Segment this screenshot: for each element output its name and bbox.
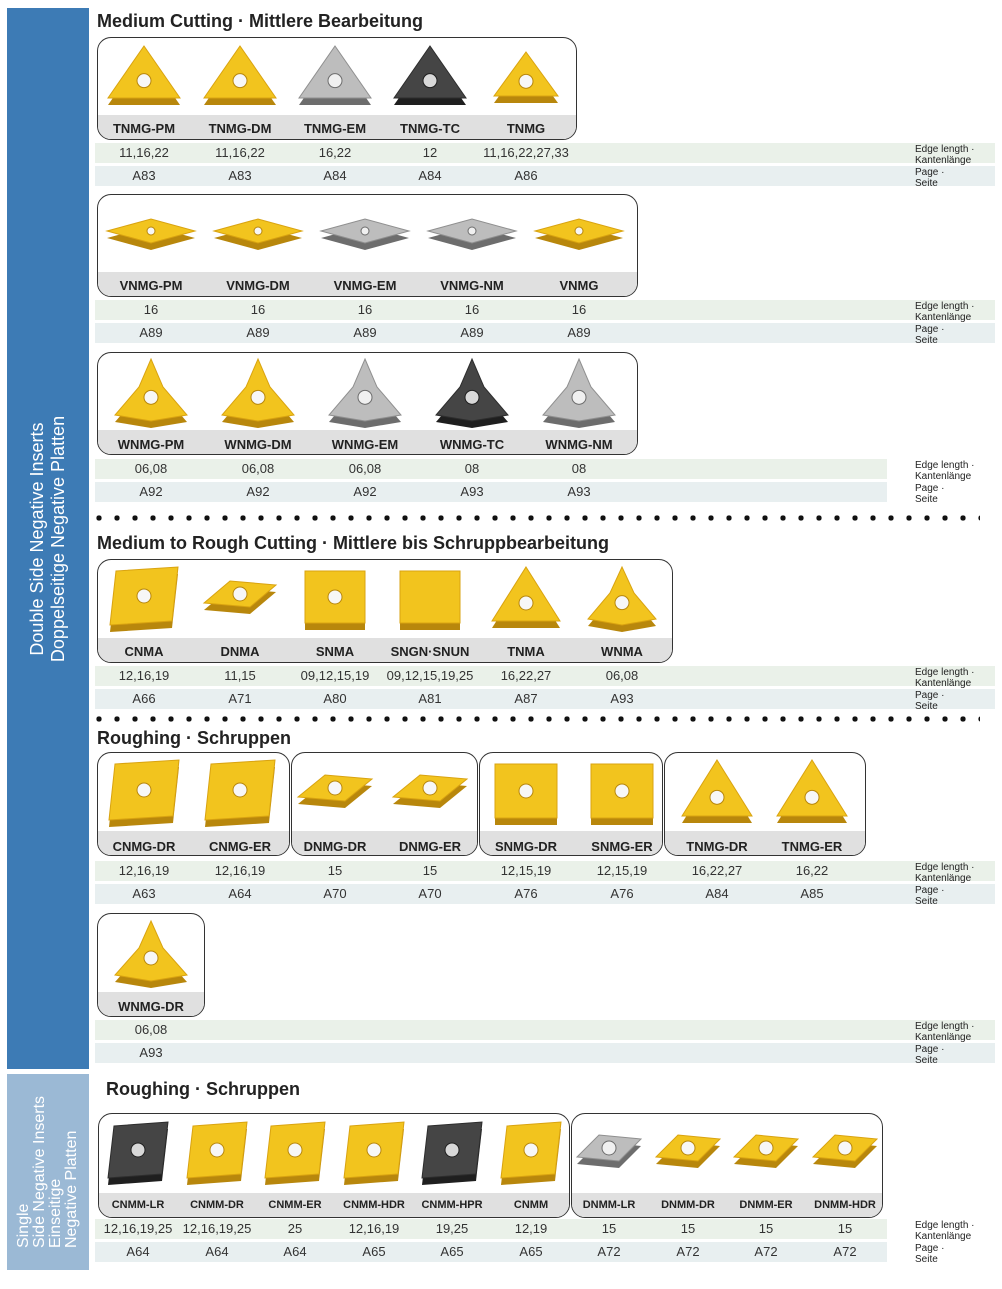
tnmg-dm-insert-image	[198, 42, 282, 112]
insert-name: CNMM-ER	[268, 1199, 322, 1211]
edge-length-value: 06,08	[134, 1022, 168, 1037]
edge-length-value: 16	[464, 302, 480, 317]
page-reference: A64	[126, 1244, 150, 1259]
tnma-insert-image	[486, 563, 566, 635]
insert-name: CNMM-DR	[190, 1199, 244, 1211]
insert-hole	[615, 784, 629, 798]
edge-length-value: 15	[327, 863, 343, 878]
edge-length-legend: Edge length · Kantenlänge	[915, 301, 975, 323]
wnma-insert-image	[582, 563, 662, 635]
insert-hole	[602, 1141, 616, 1155]
page-reference: A65	[440, 1244, 464, 1259]
insert-item-tnmg-dr	[667, 756, 767, 857]
edge-length-value: 12,15,19	[596, 863, 648, 878]
insert-name: DNMA	[220, 644, 260, 659]
edge-length-row	[95, 1020, 995, 1040]
insert-name: VNMG-DM	[226, 278, 290, 293]
insert-item-sngn-snun	[380, 563, 480, 662]
insert-name: TNMG-DM	[208, 121, 272, 136]
insert-hole	[524, 1143, 538, 1157]
insert-name: DNMM-LR	[582, 1199, 636, 1211]
edge-length-value: 12,16,19,25	[103, 1221, 173, 1236]
insert-hole	[445, 1143, 459, 1157]
insert-name: TNMG-EM	[303, 121, 367, 136]
dnma-insert-image	[200, 563, 280, 635]
insert-item-cnmg-er	[190, 756, 290, 857]
insert-hole	[575, 227, 583, 235]
insert-name: WNMG-TC	[439, 437, 505, 452]
cnmm-lr-insert-image	[102, 1118, 174, 1188]
insert-name: DNMG-DR	[303, 839, 367, 854]
insert-name: TNMG-PM	[112, 121, 176, 136]
insert-hole	[681, 1141, 695, 1155]
page-reference: A80	[323, 691, 347, 706]
page-reference: A65	[519, 1244, 543, 1259]
edge-length-value: 12	[422, 145, 438, 160]
edge-length-value: 16,22	[318, 145, 352, 160]
insert-item-vnmg-em	[315, 198, 415, 296]
wnmg-dr-insert-image	[109, 917, 193, 991]
edge-length-legend: Edge length · Kantenlänge	[915, 667, 975, 689]
insert-hole	[465, 390, 479, 404]
edge-length-value: 09,12,15,19,25	[386, 668, 474, 683]
edge-length-value: 12,16,19	[118, 863, 170, 878]
edge-length-row	[95, 861, 995, 881]
page-legend: Page · Seite	[915, 324, 945, 346]
page-reference: A76	[610, 886, 634, 901]
insert-hole	[759, 1141, 773, 1155]
insert-item-snma	[285, 563, 385, 662]
insert-hole	[328, 74, 342, 88]
vnmg-nm-insert-image	[424, 198, 520, 268]
insert-hole	[328, 781, 342, 795]
insert-hole	[288, 1143, 302, 1157]
sidebar-single-side-label: Single Side Negative Inserts Einseitige Negative Platten	[15, 1095, 81, 1249]
insert-name: CNMM-HDR	[343, 1199, 405, 1211]
page-reference: A70	[323, 886, 347, 901]
insert-top	[492, 567, 560, 621]
section-title-medium-rough: Medium to Rough Cutting · Mittlere bis Schruppbearbeitung	[97, 533, 609, 553]
edge-length-value: 08	[464, 461, 480, 476]
insert-hole	[233, 587, 247, 601]
page-reference: A64	[228, 886, 252, 901]
insert-name: VNMG-PM	[119, 278, 183, 293]
insert-name: CNMM	[513, 1199, 549, 1211]
page-reference: A72	[676, 1244, 700, 1259]
insert-item-tnmg	[476, 42, 576, 139]
cnmm-er-insert-image	[259, 1118, 331, 1188]
insert-name: TNMG-ER	[781, 839, 843, 854]
edge-length-legend: Edge length · Kantenlänge	[915, 144, 975, 166]
page-row	[95, 1043, 995, 1063]
edge-length-value: 15	[837, 1221, 853, 1236]
page-legend: Page · Seite	[915, 885, 945, 907]
dnmg-dr-insert-image	[294, 756, 376, 830]
insert-item-vnmg	[529, 198, 629, 296]
insert-hole	[572, 390, 586, 404]
tnmg-insert-image	[484, 42, 568, 112]
edge-length-value: 16	[357, 302, 373, 317]
edge-length-value: 25	[287, 1221, 303, 1236]
insert-item-wnmg-dm	[208, 355, 308, 455]
insert-hole	[358, 390, 372, 404]
page-reference: A86	[514, 168, 538, 183]
page-reference: A92	[353, 484, 377, 499]
insert-name: DNMG-ER	[398, 839, 462, 854]
insert-item-vnmg-dm	[208, 198, 308, 296]
edge-length-value: 12,15,19	[500, 863, 552, 878]
edge-length-value: 15	[680, 1221, 696, 1236]
insert-name: TNMA	[507, 644, 545, 659]
insert-name: TNMG-TC	[400, 121, 460, 136]
edge-length-legend: Edge length · Kantenlänge	[915, 460, 975, 482]
insert-name: WNMG-PM	[117, 437, 185, 452]
page-reference: A71	[228, 691, 252, 706]
page-reference: A93	[460, 484, 484, 499]
page-reference: A92	[246, 484, 270, 499]
page-reference: A84	[418, 168, 442, 183]
insert-name: CNMG-ER	[208, 839, 272, 854]
insert-top	[400, 571, 460, 623]
edge-length-value: 06,08	[134, 461, 168, 476]
wnmg-nm-insert-image	[537, 355, 621, 431]
page-reference: A89	[460, 325, 484, 340]
cnmg-er-insert-image	[199, 756, 281, 830]
page-reference: A64	[205, 1244, 229, 1259]
cnmm-hdr-insert-image	[338, 1118, 410, 1188]
edge-length-value: 12,16,19,25	[182, 1221, 252, 1236]
insert-name: CNMM-LR	[111, 1199, 165, 1211]
insert-name: VNMG-NM	[440, 278, 504, 293]
edge-length-value: 06,08	[605, 668, 639, 683]
page-reference: A93	[567, 484, 591, 499]
page-row	[95, 689, 995, 709]
page-row	[95, 1242, 887, 1262]
insert-top	[204, 46, 276, 98]
insert-name: TNMG-DR	[686, 839, 748, 854]
insert-name: WNMG-DR	[118, 999, 184, 1014]
vnmg-pm-insert-image	[103, 198, 199, 268]
tnmg-er-insert-image	[771, 756, 853, 830]
insert-name: SNGN·SNUN	[390, 644, 470, 659]
page-reference: A87	[514, 691, 538, 706]
edge-length-value: 16,22	[795, 863, 829, 878]
insert-hole	[254, 227, 262, 235]
edge-length-value: 15	[422, 863, 438, 878]
edge-length-value: 12,16,19	[348, 1221, 400, 1236]
insert-hole	[468, 227, 476, 235]
insert-hole	[519, 74, 533, 88]
edge-length-value: 15	[758, 1221, 774, 1236]
cnmg-dr-insert-image	[103, 756, 185, 830]
insert-hole	[210, 1143, 224, 1157]
insert-hole	[137, 589, 151, 603]
edge-length-value: 16,22,27	[691, 863, 743, 878]
section-title-roughing-single: Roughing · Schruppen	[106, 1079, 300, 1099]
edge-length-legend: Edge length · Kantenlänge	[915, 1220, 975, 1242]
insert-item-cnma	[94, 563, 194, 662]
insert-hole	[519, 784, 533, 798]
page-legend: Page · Seite	[915, 167, 945, 189]
page-reference: A89	[246, 325, 270, 340]
cnmm-dr-insert-image	[181, 1118, 253, 1188]
edge-length-value: 16	[143, 302, 159, 317]
page-reference: A93	[139, 1045, 163, 1060]
edge-length-legend: Edge length · Kantenlänge	[915, 1021, 975, 1043]
page-reference: A84	[705, 886, 729, 901]
insert-item-tnmg-em	[285, 42, 385, 139]
page-reference: A76	[514, 886, 538, 901]
insert-top	[299, 46, 371, 98]
insert-item-wnmg-dr	[101, 917, 201, 1017]
edge-length-value: 16	[571, 302, 587, 317]
edge-length-value: 15	[601, 1221, 617, 1236]
edge-length-value: 12,19	[514, 1221, 548, 1236]
wnmg-tc-insert-image	[430, 355, 514, 431]
page-row	[95, 323, 995, 343]
insert-item-cnmg-dr	[94, 756, 194, 857]
insert-item-dnmg-er	[380, 756, 480, 857]
insert-name: WNMG-NM	[545, 437, 613, 452]
insert-hole	[233, 783, 247, 797]
tnmg-dr-insert-image	[676, 756, 758, 830]
page-reference: A85	[800, 886, 824, 901]
page-row	[95, 166, 995, 186]
section-divider	[90, 515, 980, 521]
insert-hole	[805, 790, 819, 804]
insert-name: SNMA	[315, 644, 355, 659]
snmg-er-insert-image	[581, 756, 663, 830]
insert-item-dnmg-dr	[285, 756, 385, 857]
insert-name: WNMG-DM	[224, 437, 292, 452]
page-reference: A92	[139, 484, 163, 499]
page-reference: A81	[418, 691, 442, 706]
insert-hole	[838, 1141, 852, 1155]
page-reference: A66	[132, 691, 156, 706]
edge-length-row	[95, 143, 995, 163]
page-reference: A89	[139, 325, 163, 340]
tnmg-tc-insert-image	[388, 42, 472, 112]
tnmg-pm-insert-image	[102, 42, 186, 112]
page-reference: A70	[418, 886, 442, 901]
insert-item-wnmg-tc	[422, 355, 522, 455]
insert-top	[108, 46, 180, 98]
insert-item-tnmg-pm	[94, 42, 194, 139]
vnmg-em-insert-image	[317, 198, 413, 268]
page-reference: A65	[362, 1244, 386, 1259]
edge-length-value: 11,16,22	[119, 145, 169, 160]
edge-length-value: 16	[250, 302, 266, 317]
insert-item-tnmg-er	[762, 756, 862, 857]
insert-hole	[147, 227, 155, 235]
page-reference: A72	[754, 1244, 778, 1259]
insert-hole	[233, 74, 247, 88]
insert-item-snmg-er	[572, 756, 672, 857]
sngn-snun-insert-image	[390, 563, 470, 635]
section-divider	[90, 716, 980, 722]
snmg-dr-insert-image	[485, 756, 567, 830]
insert-item-wnmg-pm	[101, 355, 201, 455]
insert-item-wnma	[572, 563, 672, 662]
insert-item-snmg-dr	[476, 756, 576, 857]
edge-length-value: 12,16,19	[118, 668, 170, 683]
insert-hole	[423, 781, 437, 795]
edge-length-value: 06,08	[348, 461, 382, 476]
page-reference: A63	[132, 886, 156, 901]
wnmg-em-insert-image	[323, 355, 407, 431]
insert-top	[682, 760, 752, 816]
page-reference: A64	[283, 1244, 307, 1259]
edge-length-row	[95, 300, 995, 320]
edge-length-value: 08	[571, 461, 587, 476]
edge-length-value: 11,15	[224, 668, 256, 683]
dnmm-hdr-insert-image	[809, 1118, 881, 1188]
dnmm-er-insert-image	[730, 1118, 802, 1188]
insert-hole	[251, 390, 265, 404]
insert-hole	[423, 74, 437, 88]
section-title-roughing: Roughing · Schruppen	[97, 728, 291, 748]
dnmm-dr-insert-image	[652, 1118, 724, 1188]
dnmm-lr-insert-image	[573, 1118, 645, 1188]
page-reference: A84	[323, 168, 347, 183]
insert-name: DNMM-DR	[661, 1199, 715, 1211]
insert-name: CNMA	[124, 644, 164, 659]
insert-hole	[615, 596, 629, 610]
insert-hole	[137, 783, 151, 797]
insert-item-vnmg-nm	[422, 198, 522, 296]
page-reference: A83	[228, 168, 252, 183]
insert-item-vnmg-pm	[101, 198, 201, 296]
insert-item-dnmm-hdr	[795, 1118, 895, 1217]
insert-hole	[131, 1143, 145, 1157]
edge-length-row	[95, 666, 995, 686]
cnmm-hpr-insert-image	[416, 1118, 488, 1188]
page-row	[95, 884, 995, 904]
wnmg-dm-insert-image	[216, 355, 300, 431]
snma-insert-image	[295, 563, 375, 635]
insert-name: TNMG	[506, 121, 546, 136]
insert-hole	[328, 590, 342, 604]
edge-length-value: 16,22,27	[500, 668, 552, 683]
insert-top	[777, 760, 847, 816]
vnmg-insert-image	[531, 198, 627, 268]
insert-name: WNMA	[601, 644, 643, 659]
insert-item-tnmg-dm	[190, 42, 290, 139]
edge-length-value: 06,08	[241, 461, 275, 476]
edge-length-value: 19,25	[435, 1221, 469, 1236]
page-row	[95, 482, 887, 502]
page-reference: A83	[132, 168, 156, 183]
insert-hole	[137, 74, 151, 88]
insert-name: SNMG-ER	[591, 839, 653, 854]
cnmm-insert-image	[495, 1118, 567, 1188]
insert-hole	[367, 1143, 381, 1157]
insert-name: VNMG-EM	[333, 278, 397, 293]
tnmg-em-insert-image	[293, 42, 377, 112]
sidebar-double-side-label: Double Side Negative Inserts Doppelseitige Negative Platten	[27, 415, 68, 662]
insert-hole	[361, 227, 369, 235]
insert-item-wnmg-nm	[529, 355, 629, 455]
edge-length-value: 12,16,19	[214, 863, 266, 878]
page-reference: A72	[833, 1244, 857, 1259]
insert-hole	[144, 951, 158, 965]
page-reference: A72	[597, 1244, 621, 1259]
sidebar-double-side	[7, 8, 89, 1069]
dnmg-er-insert-image	[389, 756, 471, 830]
insert-hole	[519, 596, 533, 610]
page-legend: Page · Seite	[915, 1044, 945, 1066]
insert-hole	[144, 390, 158, 404]
insert-hole	[710, 790, 724, 804]
vnmg-dm-insert-image	[210, 198, 306, 268]
insert-item-dnma	[190, 563, 290, 662]
insert-top	[394, 46, 466, 98]
insert-item-tnma	[476, 563, 576, 662]
insert-item-tnmg-tc	[380, 42, 480, 139]
cnma-insert-image	[104, 563, 184, 635]
sidebar-single-side	[7, 1074, 89, 1270]
insert-name: SNMG-DR	[494, 839, 558, 854]
page-legend: Page · Seite	[915, 483, 945, 505]
edge-length-legend: Edge length · Kantenlänge	[915, 862, 975, 884]
page-legend: Page · Seite	[915, 690, 945, 712]
insert-item-wnmg-em	[315, 355, 415, 455]
wnmg-pm-insert-image	[109, 355, 193, 431]
page-reference: A89	[567, 325, 591, 340]
insert-name: CNMG-DR	[112, 839, 176, 854]
section-title-medium: Medium Cutting · Mittlere Bearbeitung	[97, 11, 423, 31]
page-reference: A89	[353, 325, 377, 340]
edge-length-row	[95, 1219, 887, 1239]
edge-length-row	[95, 459, 887, 479]
insert-name: DNMM-ER	[739, 1199, 793, 1211]
edge-length-value: 09,12,15,19	[300, 668, 370, 683]
edge-length-value: 11,16,22,27,33	[483, 145, 569, 160]
page-legend: Page · Seite	[915, 1243, 945, 1265]
insert-name: VNMG	[559, 278, 599, 293]
insert-name: DNMM-HDR	[814, 1199, 876, 1211]
edge-length-value: 11,16,22	[215, 145, 265, 160]
insert-name: CNMM-HPR	[421, 1199, 483, 1211]
page-reference: A93	[610, 691, 634, 706]
insert-name: WNMG-EM	[331, 437, 399, 452]
